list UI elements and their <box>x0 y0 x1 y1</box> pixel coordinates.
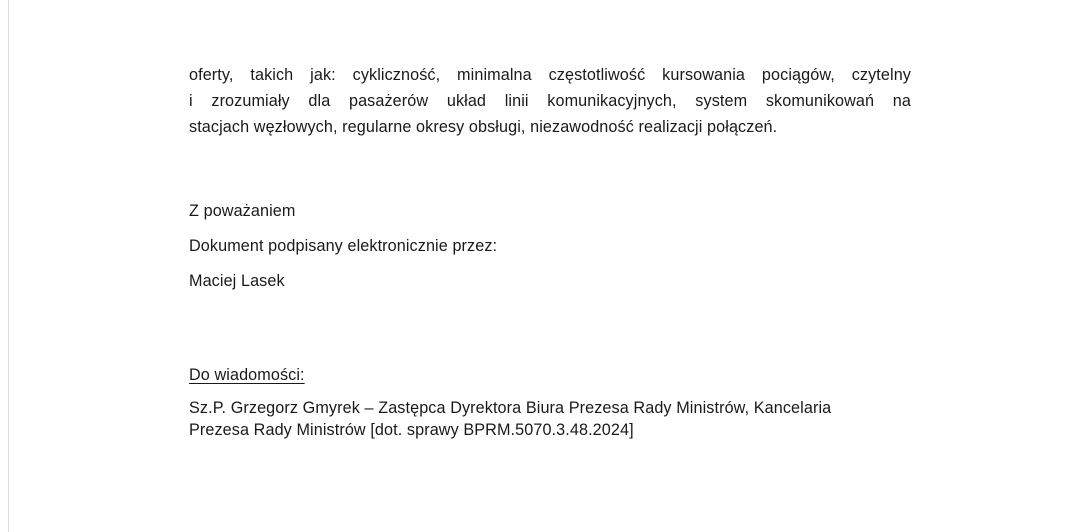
closing-block <box>189 194 911 299</box>
notice-block <box>189 363 911 441</box>
paragraph-line: oferty, takich jak: cykliczność, minimalna częstotliwość kursowania pociągów, czytelny <box>189 66 911 84</box>
signature-note: Dokument podpisany elektronicznie przez: <box>189 237 498 255</box>
page-edge-divider <box>8 0 9 532</box>
letter-content <box>189 62 911 441</box>
salutation: Z poważaniem <box>189 202 296 220</box>
body-paragraph <box>189 62 911 140</box>
notice-recipient <box>189 397 894 441</box>
notice-line: Prezesa Rady Ministrów [dot. sprawy BPRM.5070.3.48.2024] <box>189 421 634 439</box>
notice-title: Do wiadomości: <box>189 366 305 384</box>
notice-line: Sz.P. Grzegorz Gmyrek – Zastępca Dyrektora Biura Prezesa Rady Ministrów, Kancelaria <box>189 399 832 417</box>
paragraph-line: i zrozumiały dla pasażerów układ linii komunikacyjnych, system skomunikowań na <box>189 92 911 110</box>
paragraph-line: stacjach węzłowych, regularne okresy obsługi, niezawodność realizacji połączeń. <box>189 118 778 136</box>
signer-name: Maciej Lasek <box>189 272 285 290</box>
